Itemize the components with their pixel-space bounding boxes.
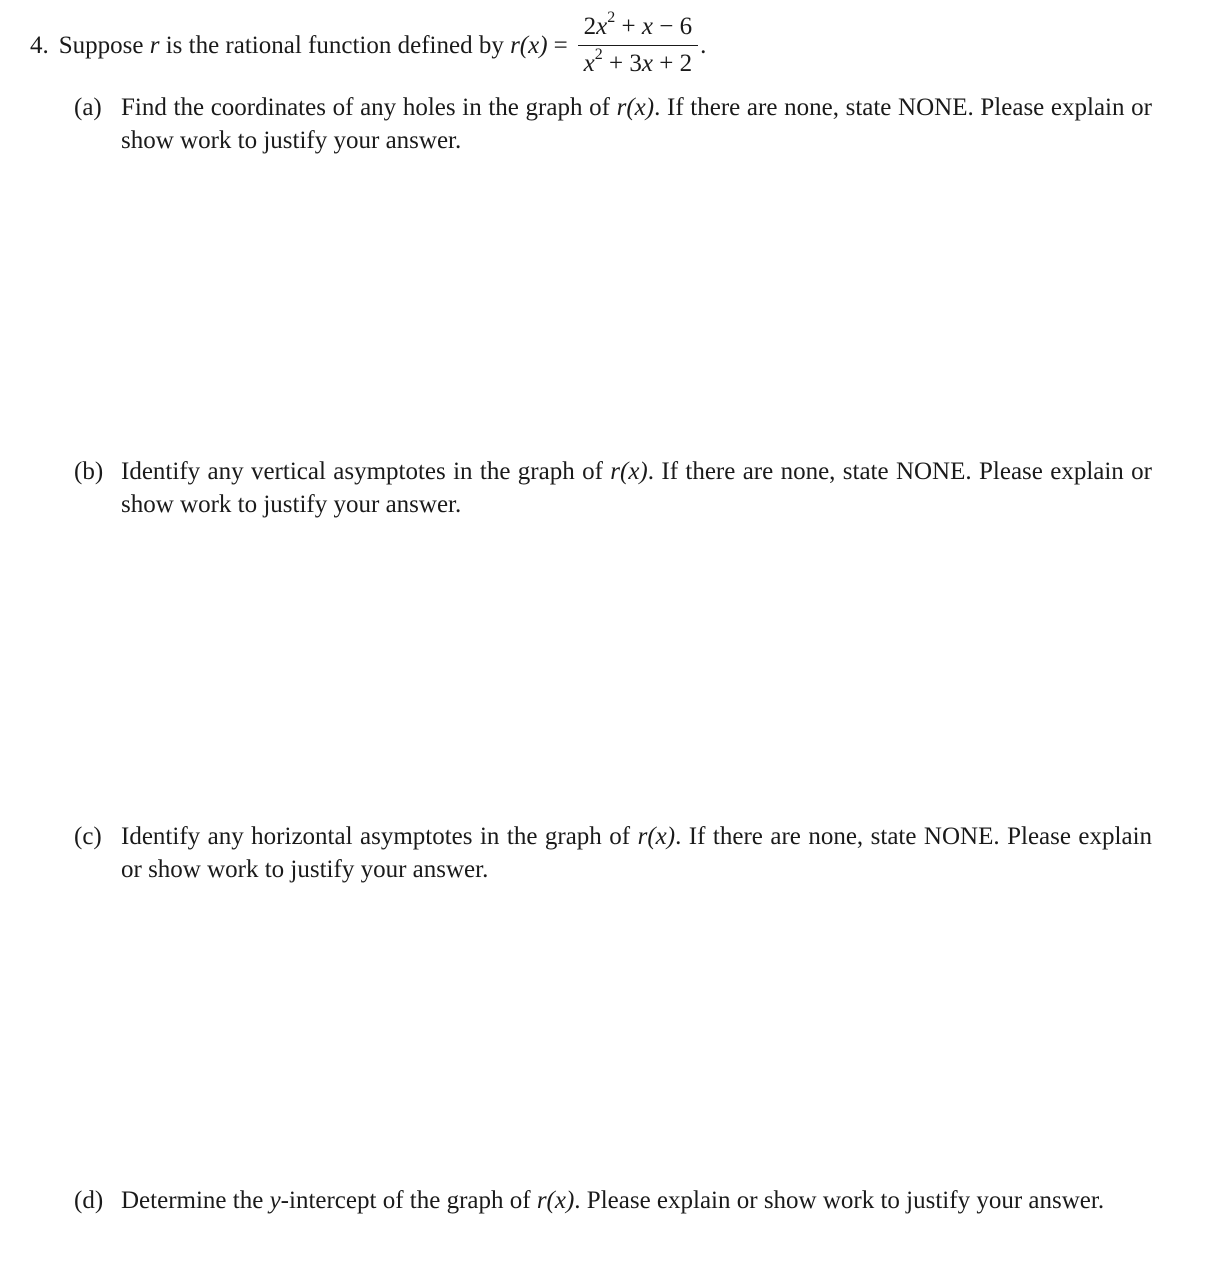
numerator: $2x^2 + x - 6$ <box>583 9 693 40</box>
part-text: Find the coordinates of any holes in the graph of r(x). If there are none, state NONE. Please explain or show work to justify your answer. <box>121 94 1152 154</box>
part-label: (a) <box>74 94 102 121</box>
problem-number: 4. <box>30 31 49 59</box>
intro-start: Suppose <box>58 31 144 59</box>
rational-expression <box>578 9 698 79</box>
function-notation: r(x) <box>510 31 548 59</box>
part-label: (d) <box>74 1187 104 1214</box>
part-a <box>74 91 1152 157</box>
part-label: (b) <box>74 458 104 485</box>
part-c <box>74 820 1152 886</box>
end-punctuation: . <box>700 31 707 59</box>
part-text: Identify any horizontal asymptotes in the graph of r(x). If there are none, state NONE. Please explain or show work to justify your answer. <box>121 823 1153 883</box>
part-d <box>74 1184 1152 1217</box>
denominator: $x^2 + 3x + 2$ <box>583 46 693 77</box>
part-text: Identify any vertical asymptotes in the graph of r(x). If there are none, state NONE. Please explain or show work to justify your answer. <box>121 458 1152 518</box>
equals-sign: = <box>553 31 568 59</box>
part-label: (c) <box>74 823 102 850</box>
problem-statement <box>30 10 706 80</box>
part-text: Determine the y-intercept of the graph of r(x). Please explain or show work to justify your answer. <box>121 1187 1105 1214</box>
part-b <box>74 455 1152 521</box>
var-r: r <box>149 31 160 59</box>
intro-mid: is the rational function defined by <box>165 31 504 59</box>
